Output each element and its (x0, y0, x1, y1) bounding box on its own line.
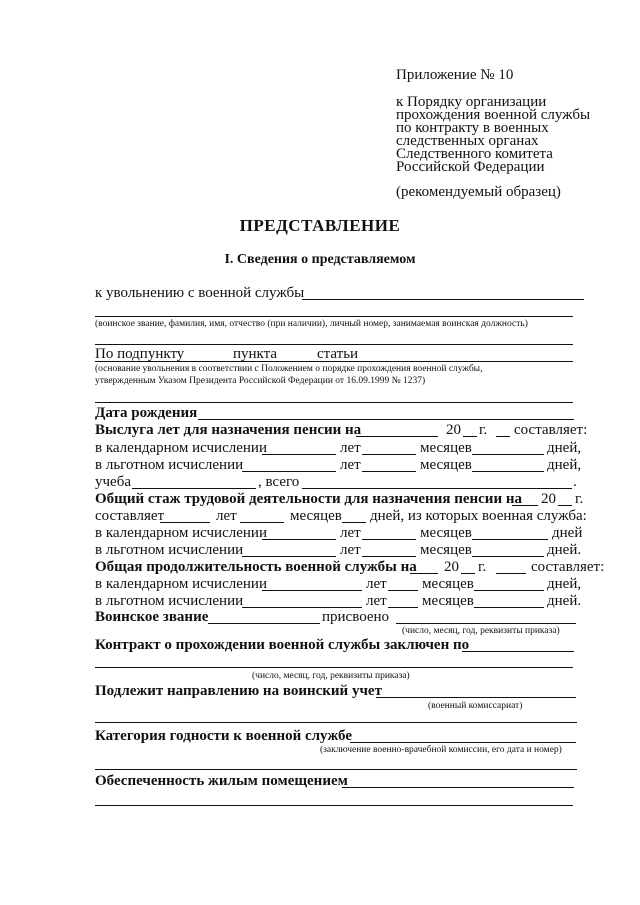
housing-field[interactable] (342, 787, 574, 788)
years-label-4: лет (340, 525, 361, 541)
months-label-6: месяцев (422, 576, 474, 592)
year-short-2: г. (575, 491, 584, 507)
fitness-label: Категория годности к военной службе (95, 728, 352, 744)
basis-line[interactable] (95, 347, 573, 362)
years-field-3[interactable] (240, 522, 284, 523)
document-title: ПРЕДСТАВЛЕНИЕ (239, 216, 401, 235)
service-pension-label: Выслуга лет для назначения пенсии на (95, 422, 362, 438)
contract-field-2[interactable] (95, 667, 573, 668)
preferential-field-2[interactable] (242, 556, 336, 557)
rank-caption: (число, месяц, год, реквизиты приказа) (402, 626, 560, 636)
dismissal-label: к увольнению с военной службы (95, 285, 305, 301)
year-field-2[interactable] (558, 505, 572, 506)
days-label-5: дней. (547, 542, 582, 558)
order-line-4: следственных органах (396, 133, 539, 149)
amounts-to-3: составляет: (531, 559, 605, 575)
preferential-label-2: в льготном исчислении (95, 542, 244, 558)
total-label: , всего (258, 474, 300, 490)
order-line-3: по контракту в военных (396, 120, 549, 136)
assigned-label: присвоено (322, 609, 390, 625)
service-duration-date-field[interactable] (410, 573, 438, 574)
months-field-1[interactable] (472, 454, 544, 455)
preferential-field-1[interactable] (242, 471, 336, 472)
order-line-6: Российской Федерации (396, 159, 545, 175)
appendix-number: Приложение № 10 (396, 67, 514, 83)
basis-field-2[interactable] (95, 402, 573, 403)
basis-caption-1: (основание увольнения в соответствии с Положением о порядке прохождения военной службы, (95, 364, 483, 374)
days-label-2: дней, (547, 457, 582, 473)
year-extra-field-1[interactable] (496, 436, 510, 437)
fitness-caption: (заключение военно-врачебной комиссии, его дата и номер) (320, 745, 562, 755)
months-label-5: месяцев (420, 542, 472, 558)
registration-field[interactable] (376, 697, 576, 698)
calendar-label-2: в календарном исчислении (95, 525, 267, 541)
calendar-field-3[interactable] (262, 590, 362, 591)
birth-date-label: Дата рождения (95, 405, 198, 421)
contract-label: Контракт о прохождении военной службы заключен по (95, 637, 470, 653)
months-field-6[interactable] (474, 590, 544, 591)
registration-caption: (военный комиссариат) (428, 701, 523, 711)
year-suffix-3: г. (478, 559, 487, 575)
months-field-5[interactable] (472, 556, 544, 557)
calendar-label-3: в календарном исчислении (95, 576, 267, 592)
fitness-field-2[interactable] (95, 769, 577, 770)
year-field-1[interactable] (463, 436, 477, 437)
amounts-field[interactable] (160, 522, 210, 523)
basis-subitem: По подпункту (95, 346, 185, 362)
preferential-label-3: в льготном исчислении (95, 593, 244, 609)
years-label-2: лет (340, 457, 361, 473)
dismissal-field-3[interactable] (95, 344, 573, 345)
labor-date-field[interactable] (512, 505, 538, 506)
days-label-7: дней. (547, 593, 582, 609)
years-label-3: лет (216, 508, 237, 524)
amounts-to-1: составляет: (514, 422, 588, 438)
study-field[interactable] (132, 488, 256, 489)
contract-field[interactable] (462, 651, 574, 652)
years-label-5: лет (340, 542, 361, 558)
dismissal-field-2[interactable] (95, 316, 573, 317)
months-label-3: месяцев (290, 508, 342, 524)
year-field-3[interactable] (461, 573, 475, 574)
months-field-2[interactable] (472, 471, 544, 472)
year-suffix-1: г. (479, 422, 488, 438)
days-label-6: дней, (547, 576, 582, 592)
order-line-2: прохождения военной службы (396, 107, 591, 123)
order-line-1: к Порядку организации (396, 94, 547, 110)
years-field-4[interactable] (362, 539, 416, 540)
total-field[interactable] (302, 488, 572, 489)
order-line-5: Следственного комитета (396, 146, 553, 162)
labor-total-label: Общий стаж трудовой деятельности для назначения пенсии на (95, 491, 522, 507)
months-label-4: месяцев (420, 525, 472, 541)
year-prefix-3: 20 (444, 559, 459, 575)
military-rank-field[interactable] (208, 623, 320, 624)
housing-field-2[interactable] (95, 805, 573, 806)
basis-item: пункта (233, 346, 278, 362)
years-field-5[interactable] (362, 556, 416, 557)
section-title: I. Сведения о представляемом (224, 252, 416, 267)
years-field-2[interactable] (362, 471, 416, 472)
recommended-sample: (рекомендуемый образец) (396, 184, 561, 200)
birth-date-field[interactable] (198, 419, 574, 420)
dismissal-caption: (воинское звание, фамилия, имя, отчество (при наличии), личный номер, занимаемая воинская должность) (95, 319, 528, 329)
assigned-field[interactable] (396, 623, 576, 624)
military-rank-label: Воинское звание (95, 609, 209, 625)
months-label-1: месяцев (420, 440, 472, 456)
calendar-field-2[interactable] (262, 539, 336, 540)
preferential-label-1: в льготном исчислении (95, 457, 244, 473)
fitness-field[interactable] (350, 742, 576, 743)
dismissal-field[interactable] (302, 299, 584, 300)
study-label: учеба (95, 474, 131, 490)
days-label-4: дней (552, 525, 583, 541)
years-field-6[interactable] (388, 590, 418, 591)
basis-caption-2: утвержденным Указом Президента Российской Федерации от 16.09.1999 № 1237) (95, 376, 426, 386)
years-field-1[interactable] (362, 454, 416, 455)
year-prefix-1: 20 (446, 422, 461, 438)
study-dot: . (573, 474, 577, 490)
amounts-label: составляет (95, 508, 165, 524)
service-pension-date-field[interactable] (356, 436, 438, 437)
days-label-1: дней, (547, 440, 582, 456)
years-label-6: лет (366, 576, 387, 592)
contract-caption: (число, месяц, год, реквизиты приказа) (252, 671, 410, 681)
registration-field-2[interactable] (95, 722, 577, 723)
months-field-4[interactable] (472, 539, 548, 540)
calendar-field-1[interactable] (262, 454, 336, 455)
years-label-7: лет (366, 593, 387, 609)
service-duration-label: Общая продолжительность военной службы на (95, 559, 417, 575)
months-field-3[interactable] (342, 522, 366, 523)
preferential-field-3[interactable] (242, 607, 362, 608)
basis-article: статьи (317, 346, 359, 362)
years-field-7[interactable] (388, 607, 418, 608)
months-field-7[interactable] (474, 607, 544, 608)
registration-label: Подлежит направлению на воинский учет (95, 683, 382, 699)
months-label-7: месяцев (422, 593, 474, 609)
years-label-1: лет (340, 440, 361, 456)
year-prefix-2: 20 (541, 491, 556, 507)
days-of-which: дней, из которых военная служба: (370, 508, 587, 524)
calendar-label-1: в календарном исчислении (95, 440, 267, 456)
months-label-2: месяцев (420, 457, 472, 473)
year-extra-field-3[interactable] (496, 573, 526, 574)
housing-label: Обеспеченность жилым помещением (95, 773, 348, 789)
